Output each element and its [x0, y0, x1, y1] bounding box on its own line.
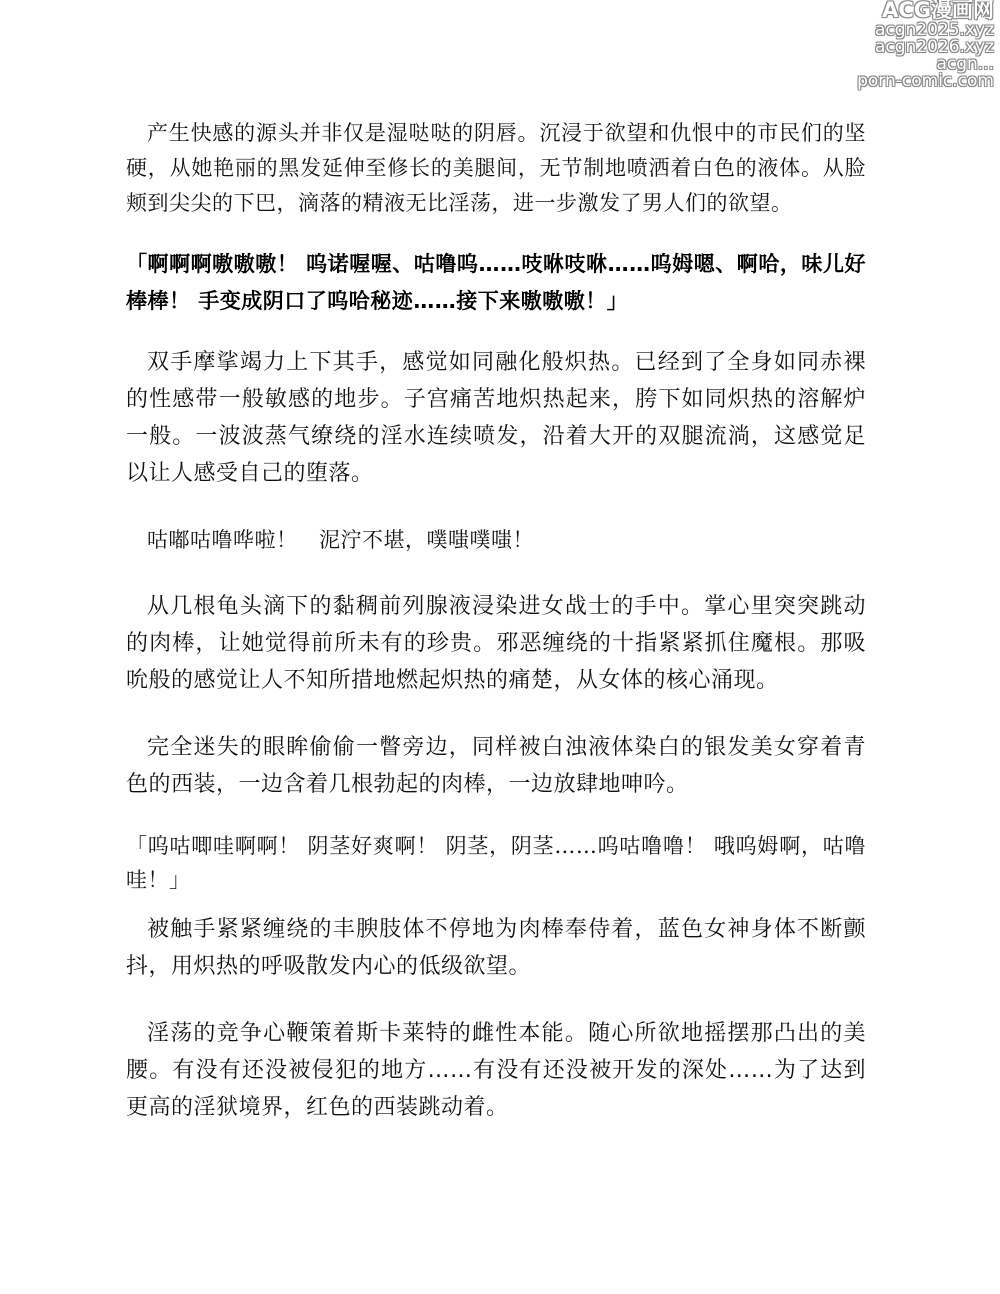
narration-paragraph: 淫荡的竞争心鞭策着斯卡莱特的雌性本能。随心所欲地摇摆那凸出的美腰。有没有还没被侵犯的地方……有没有还没被开发的深处……为了达到更高的淫狱境界，红色的西装跳动着。 [126, 1021, 866, 1120]
watermark-url: porn-comic.com [857, 71, 994, 91]
site-watermark [844, 0, 994, 90]
watermark-url: acgn... [936, 54, 994, 74]
narration-paragraph: 产生快感的源头并非仅是湿哒哒的阴唇。沉浸于欲望和仇恨中的市民们的坚硬，从她艳丽的黑发延伸至修长的美腿间，无节制地喷洒着白色的液体。从脸颊到尖尖的下巴，滴落的精液无比淫荡，进一步激发了男人们的欲望。 [126, 121, 866, 215]
narration-paragraph: 被触手紧紧缠绕的丰腴肢体不停地为肉棒奉侍着，蓝色女神身体不断颤抖，用炽热的呼吸散发内心的低级欲望。 [126, 917, 866, 979]
narration-paragraph: 完全迷失的眼眸偷偷一瞥旁边，同样被白浊液体染白的银发美女穿着青色的西装，一边含着几根勃起的肉棒，一边放肆地呻吟。 [126, 735, 866, 797]
watermark-url: acgn2025.xyz [874, 20, 994, 40]
dialogue-paragraph: 「啊啊啊嗷嗷嗷！ 呜诺喔喔、咕噜呜……吱咻吱咻……呜姆嗯、啊哈，味儿好棒棒！ 手变成阴口了呜哈秘迹……接下来嗷嗷嗷！」 [126, 252, 866, 313]
watermark-url: acgn2026.xyz [874, 37, 994, 57]
sound-effect-line: 咕嘟咕噜哗啦！ 泥泞不堪，噗嗤噗嗤！ [147, 528, 534, 552]
page-body [126, 116, 866, 1126]
narration-paragraph: 从几根龟头滴下的黏稠前列腺液浸染进女战士的手中。掌心里突突跳动的肉棒，让她觉得前所未有的珍贵。邪恶缠绕的十指紧紧抓住魔根。那吸吮般的感觉让人不知所措地燃起炽热的痛楚，从女体的核心涌现。 [126, 594, 866, 693]
dialogue-paragraph: 「呜咕唧哇啊啊！ 阴茎好爽啊！ 阴茎，阴茎……呜咕噜噜！ 哦呜姆啊，咕噜哇！」 [126, 834, 866, 892]
watermark-title: ACG漫画网 [882, 0, 994, 22]
narration-paragraph: 双手摩挲竭力上下其手，感觉如同融化般炽热。已经到了全身如同赤裸的性感带一般敏感的地步。子宫痛苦地炽热起来，胯下如同炽热的溶解炉一般。一波波蒸气缭绕的淫水连续喷发，沿着大开的双腿流淌，这感觉足以让人感受自己的堕落。 [126, 350, 866, 486]
